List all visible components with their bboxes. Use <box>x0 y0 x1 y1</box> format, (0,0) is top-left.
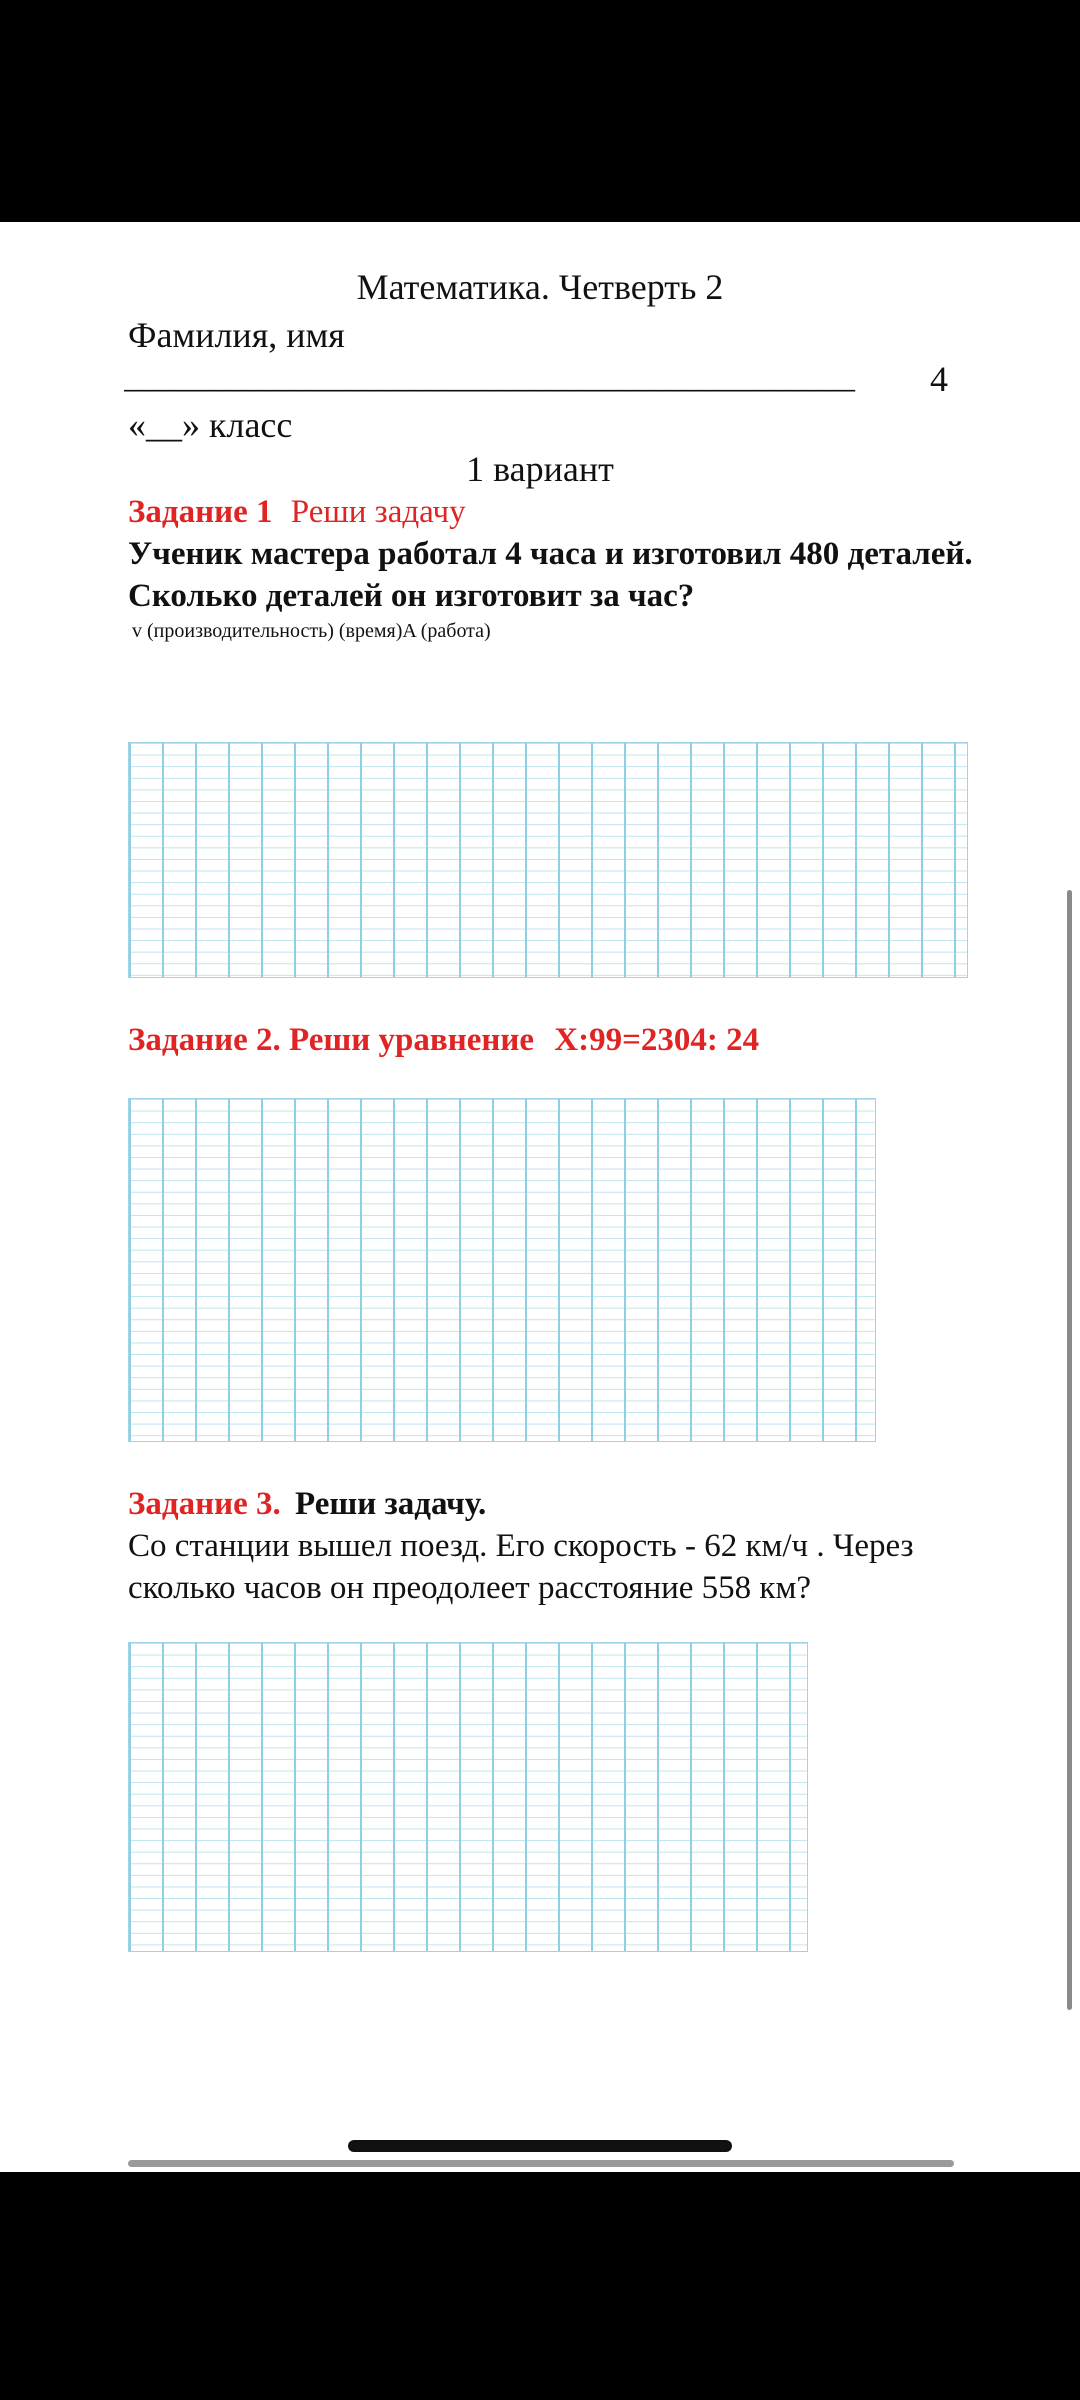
task3-heading <box>128 1486 486 1523</box>
home-indicator[interactable] <box>348 2140 732 2152</box>
task3-label: Задание 3. <box>128 1486 281 1522</box>
task1-text-line1: Ученик мастера работал 4 часа и изготовил 480 деталей. <box>128 536 973 572</box>
task2-heading <box>128 1022 759 1059</box>
task1-label: Задание 1 <box>128 494 273 530</box>
name-underline: ___________________________________________ <box>124 358 855 395</box>
grade-number: 4 <box>930 359 948 399</box>
task1-instruction: Реши задачу <box>290 494 466 530</box>
task1-hint: v (производительность) (время)A (работа) <box>132 620 491 642</box>
task2-answer-grid[interactable] <box>128 1098 876 1442</box>
task3-answer-grid[interactable] <box>128 1642 808 1952</box>
task2-equation: X:99=2304: 24 <box>554 1022 760 1058</box>
task1-text-line2: Сколько деталей он изготовит за час? <box>128 578 695 614</box>
class-label: «__» класс <box>128 405 293 445</box>
page-title: Математика. Четверть 2 <box>356 267 724 307</box>
bottom-divider <box>128 2160 954 2167</box>
variant-label: 1 вариант <box>466 449 614 489</box>
task3-text-line1: Со станции вышел поезд. Его скорость - 62 км/ч . Через <box>128 1528 914 1564</box>
name-label: Фамилия, имя <box>128 315 345 355</box>
vertical-scrollbar[interactable] <box>1067 890 1072 2010</box>
task3-instruction: Реши задачу. <box>295 1486 487 1522</box>
task1-answer-grid[interactable] <box>128 742 968 978</box>
task2-label: Задание 2. Реши уравнение <box>128 1022 535 1058</box>
task1-heading <box>128 494 466 531</box>
task3-text-line2: сколько часов он преодолеет расстояние 558 км? <box>128 1570 811 1606</box>
